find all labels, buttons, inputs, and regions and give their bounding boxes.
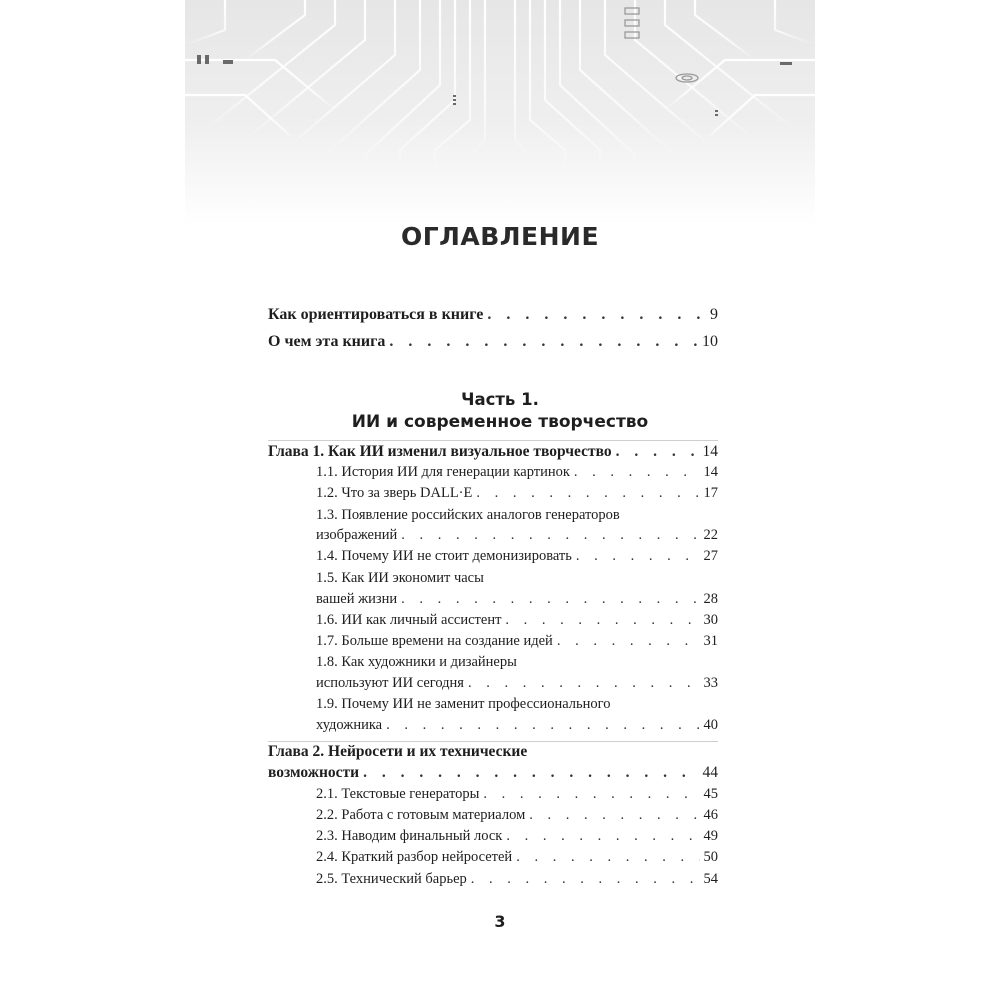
dot-leader [483,786,699,803]
toc-page-number: 50 [703,849,718,865]
toc-section-1-9[interactable] [316,717,718,739]
toc-page-number: 22 [703,527,718,543]
section-title: 1.7. Больше времени на создание идей [316,633,553,649]
toc-section-1-7[interactable] [316,633,718,655]
toc-section-2-4[interactable] [316,849,718,871]
chapter-title: возможности [268,764,360,781]
part-title: ИИ и современное творчество [351,412,649,432]
toc-page-number: 40 [703,717,718,733]
toc-section-1-2[interactable] [316,485,718,507]
toc-section-2-3[interactable] [316,828,718,850]
section-title-first-line: 1.5. Как ИИ экономит часы [316,570,484,586]
toc-page-number: 33 [703,675,718,691]
toc-section-1-1[interactable] [316,464,718,486]
dot-leader [505,612,699,629]
toc-page-number: 14 [703,464,718,480]
toc-page-number: 46 [703,807,718,823]
dot-leader [529,807,699,824]
dot-leader [386,717,699,734]
toc-page-number: 31 [703,633,718,649]
toc-page-number: 30 [703,612,718,628]
dot-leader [516,849,699,866]
chapter-title: Глава 1. Как ИИ изменил визуальное творчество [268,443,612,460]
toc-section-2-5[interactable] [316,871,718,893]
circuit-board-banner [185,0,815,225]
section-title: вашей жизни [316,591,398,607]
section-title-first-line: 1.8. Как художники и дизайнеры [316,654,517,670]
toc-section-1-6[interactable] [316,612,718,634]
section-title: 1.4. Почему ИИ не стоит демонизировать [316,548,572,564]
toc-page-number: 9 [710,306,718,323]
toc-page-number: 17 [703,485,718,501]
toc-page-number: 14 [702,443,718,460]
dot-leader [487,306,700,324]
dot-leader [363,764,698,782]
toc-entry-text: Как ориентироваться в книге [268,306,484,323]
section-title: изображений [316,527,398,543]
dot-leader [401,591,699,608]
toc-section-1-5[interactable] [316,591,718,613]
toc-entry-text: О чем эта книга [268,333,386,350]
section-title: используют ИИ сегодня [316,675,464,691]
section-title: 2.4. Краткий разбор нейросетей [316,849,513,865]
toc-chapter-2[interactable] [268,764,718,786]
toc-page-number: 10 [702,333,718,350]
section-title-first-line: 1.9. Почему ИИ не заменит профессионального [316,696,611,712]
toc-page-number: 28 [703,591,718,607]
part-label: Часть 1. [461,390,539,409]
toc-entry-about[interactable] [268,333,718,355]
dot-leader [468,675,700,692]
dot-leader [476,485,699,502]
toc-section-1-4[interactable] [316,548,718,570]
toc-page-number: 54 [703,871,718,887]
dot-leader [401,527,699,544]
section-title: 2.1. Текстовые генераторы [316,786,480,802]
section-title: 2.3. Наводим финальный лоск [316,828,503,844]
toc-page-number: 45 [703,786,718,802]
toc-section-1-3[interactable] [316,527,718,549]
dot-leader [471,871,700,888]
page-number: 3 [494,912,506,931]
part-divider [268,440,718,441]
toc-chapter-1[interactable] [268,443,718,465]
dot-leader [576,548,700,565]
section-title: 1.2. Что за зверь DALL·E [316,485,473,501]
section-title: 1.6. ИИ как личный ассистент [316,612,502,628]
dot-leader [506,828,699,845]
page-title: ОГЛАВЛЕНИЕ [400,222,600,251]
chapter-title-first-line: Глава 2. Нейросети и их технические [268,743,528,760]
chapter-divider [268,741,718,742]
toc-entry-navigation[interactable] [268,306,718,328]
section-title-first-line: 1.3. Появление российских аналогов генераторов [316,507,620,523]
toc-section-2-2[interactable] [316,807,718,829]
toc-section-1-8[interactable] [316,675,718,697]
toc-page-number: 44 [702,764,718,781]
dot-leader [574,464,700,481]
section-title: 2.2. Работа с готовым материалом [316,807,526,823]
toc-page-number: 49 [703,828,718,844]
dot-leader [616,443,699,461]
section-title: 1.1. История ИИ для генерации картинок [316,464,570,480]
dot-leader [557,633,700,650]
book-page [185,0,815,1000]
toc-section-2-1[interactable] [316,786,718,808]
section-title: художника [316,717,383,733]
dot-leader [389,333,698,351]
toc-page-number: 27 [703,548,718,564]
section-title: 2.5. Технический барьер [316,871,467,887]
